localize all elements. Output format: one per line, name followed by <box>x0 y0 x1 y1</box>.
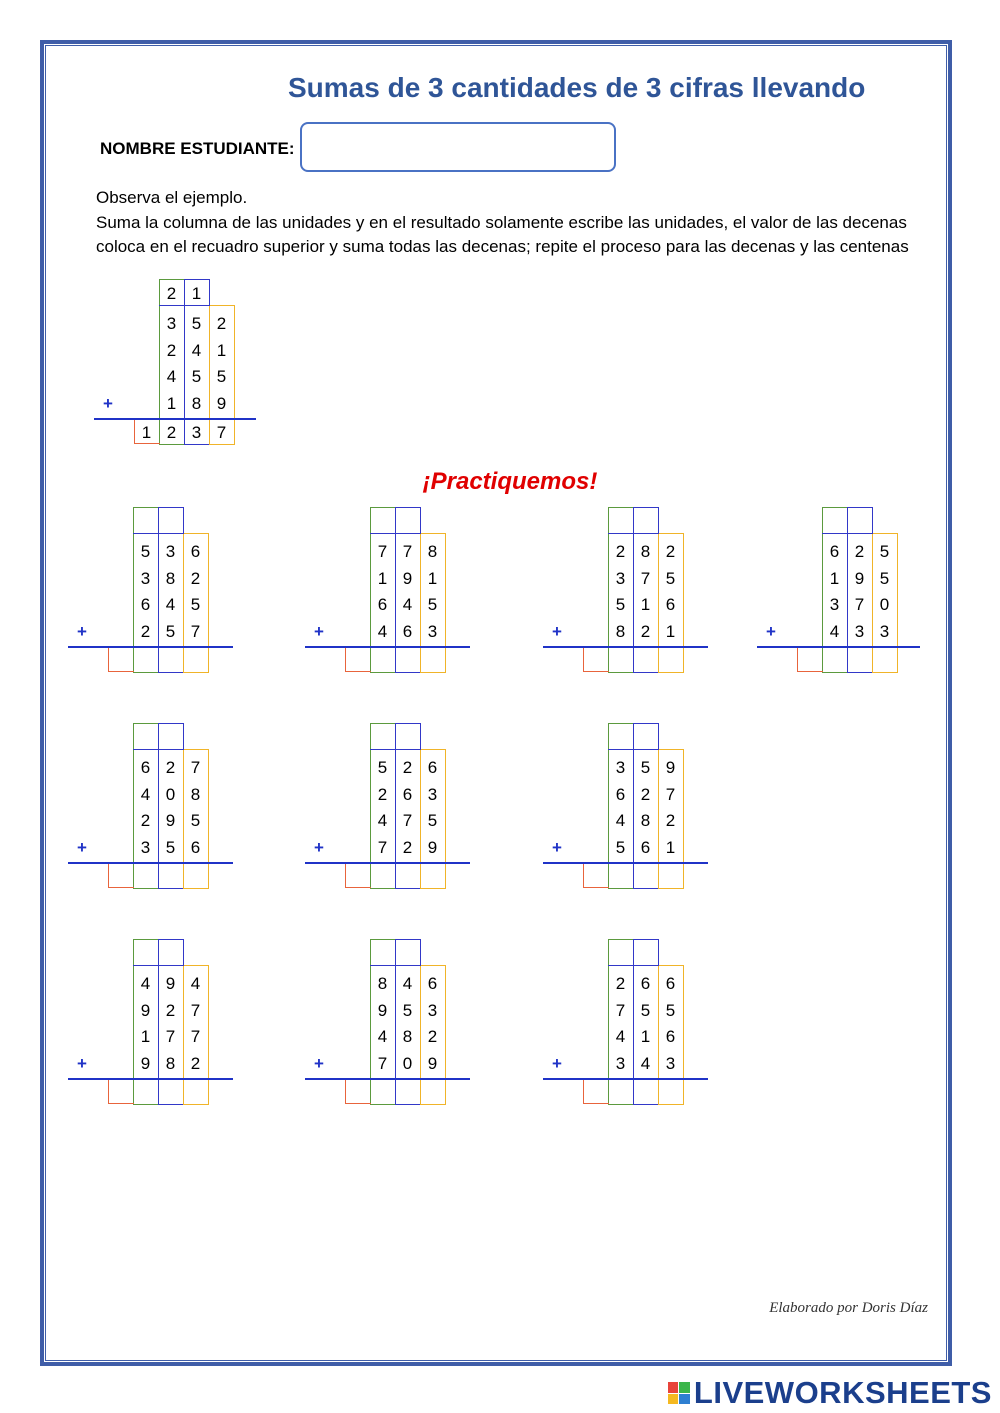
addend-digit: 8 <box>165 1053 176 1073</box>
addend-digit: 6 <box>190 837 201 857</box>
addend-digit: 1 <box>427 568 438 588</box>
addend-digit: 5 <box>640 758 651 777</box>
result-input[interactable] <box>610 1081 632 1103</box>
addend-digit: 2 <box>665 811 676 830</box>
instruction-line: Observa el ejemplo. <box>96 188 248 207</box>
carry-input[interactable] <box>159 725 183 750</box>
result-input[interactable] <box>635 865 657 887</box>
addend-digit: 4 <box>166 367 177 386</box>
addend-digit: 9 <box>427 837 438 857</box>
addend-digit: 5 <box>879 568 890 588</box>
liveworksheets-watermark <box>668 1375 992 1411</box>
addend-digit: 4 <box>377 1027 388 1046</box>
carry-input[interactable] <box>634 509 658 534</box>
addend-digit: 2 <box>665 542 676 561</box>
addend-digit: 6 <box>140 595 151 614</box>
addend-digit: 8 <box>640 542 651 561</box>
addend-digit: 2 <box>854 542 865 561</box>
addend-digit: 5 <box>140 542 151 561</box>
addend-digit: 9 <box>165 811 176 830</box>
result-input[interactable] <box>185 1081 207 1103</box>
addend-digit: 9 <box>140 1000 151 1020</box>
addend-digit: 8 <box>377 974 388 993</box>
sum-line <box>543 862 708 864</box>
result-input[interactable] <box>585 865 607 887</box>
addend-digit: 7 <box>854 595 865 614</box>
carry-input[interactable] <box>609 941 633 966</box>
result-input[interactable] <box>135 1081 157 1103</box>
addend-digit: 8 <box>190 784 201 804</box>
result-input[interactable] <box>160 865 182 887</box>
carry-input[interactable] <box>823 509 847 534</box>
addend-digit: 1 <box>665 621 676 641</box>
carry-input[interactable] <box>371 509 395 534</box>
addend-digit: 6 <box>377 595 388 614</box>
addend-digit: 6 <box>665 595 676 614</box>
carry-box-divider <box>133 749 184 750</box>
worksheet-title: Sumas de 3 cantidades de 3 cifras llevando <box>288 72 866 103</box>
addend-digit: 6 <box>665 1027 676 1046</box>
result-input[interactable] <box>110 649 132 671</box>
addend-digit: 1 <box>377 568 388 588</box>
result-input[interactable] <box>372 649 394 671</box>
addend-digit: 6 <box>190 542 201 561</box>
addend-digit: 1 <box>665 837 676 857</box>
sum-line <box>305 646 470 648</box>
carry-input[interactable] <box>159 509 183 534</box>
student-name-input[interactable] <box>300 122 616 172</box>
addend-digit: 3 <box>427 784 438 804</box>
addend-digit: 2 <box>402 758 413 777</box>
addend-digit: 1 <box>829 568 840 588</box>
liveworksheets-logo-icon <box>668 1382 690 1404</box>
addend-digit: 4 <box>402 595 413 614</box>
addend-digit: 5 <box>165 621 176 641</box>
addend-digit: 7 <box>665 784 676 804</box>
addend-digit: 7 <box>377 837 388 857</box>
carry-box-divider <box>370 965 421 966</box>
carry-box-divider <box>608 749 659 750</box>
result-digit: 7 <box>216 423 227 442</box>
plus-sign: + <box>552 1053 562 1073</box>
addend-digit: 7 <box>377 1053 388 1073</box>
addend-digit: 4 <box>377 621 388 641</box>
addend-digit: 6 <box>829 542 840 561</box>
addend-digit: 1 <box>640 1027 651 1046</box>
addend-digit: 2 <box>427 1027 438 1046</box>
addend-digit: 5 <box>190 595 201 614</box>
carry-input[interactable] <box>134 725 158 750</box>
result-input[interactable] <box>610 649 632 671</box>
result-input[interactable] <box>585 649 607 671</box>
plus-sign: + <box>77 837 87 857</box>
result-input[interactable] <box>824 649 846 671</box>
addend-digit: 8 <box>615 621 626 641</box>
result-input[interactable] <box>585 1081 607 1103</box>
addend-digit: 5 <box>640 1000 651 1020</box>
addend-digit: 5 <box>216 367 227 386</box>
carry-input[interactable] <box>848 509 872 534</box>
addend-digit: 0 <box>879 595 890 614</box>
addend-digit: 9 <box>377 1000 388 1020</box>
result-input[interactable] <box>185 865 207 887</box>
result-input[interactable] <box>347 1081 369 1103</box>
addend-digit: 7 <box>615 1000 626 1020</box>
carry-input[interactable] <box>634 941 658 966</box>
result-input[interactable] <box>372 1081 394 1103</box>
addend-digit: 6 <box>665 974 676 993</box>
addend-digit: 6 <box>640 837 651 857</box>
addend-digit: 7 <box>165 1027 176 1046</box>
carry-input[interactable] <box>609 725 633 750</box>
addend-digit: 5 <box>427 811 438 830</box>
addend-digit: 4 <box>165 595 176 614</box>
result-input[interactable] <box>422 649 444 671</box>
result-input[interactable] <box>422 1081 444 1103</box>
sum-line <box>68 1078 233 1080</box>
addend-digit: 5 <box>165 837 176 857</box>
result-input[interactable] <box>660 649 682 671</box>
addend-digit: 4 <box>615 811 626 830</box>
carry-box-divider <box>133 965 184 966</box>
addend-digit: 2 <box>190 568 201 588</box>
plus-sign: + <box>552 621 562 641</box>
addend-digit: 5 <box>190 811 201 830</box>
addend-digit: 7 <box>402 811 413 830</box>
addend-digit: 5 <box>665 568 676 588</box>
addend-digit: 7 <box>190 1027 201 1046</box>
addend-digit: 5 <box>615 837 626 857</box>
carry-input[interactable] <box>634 725 658 750</box>
carry-input[interactable] <box>396 941 420 966</box>
sum-line <box>68 646 233 648</box>
addend-digit: 3 <box>879 621 890 641</box>
addend-digit: 3 <box>615 1053 626 1073</box>
carry-box-divider <box>370 533 421 534</box>
result-input[interactable] <box>160 649 182 671</box>
result-input[interactable] <box>635 1081 657 1103</box>
result-input[interactable] <box>347 649 369 671</box>
addend-digit: 4 <box>377 811 388 830</box>
carry-input[interactable] <box>134 941 158 966</box>
student-name-label: NOMBRE ESTUDIANTE: <box>100 139 295 158</box>
addend-digit: 0 <box>402 1053 413 1073</box>
addend-digit: 6 <box>140 758 151 777</box>
addend-digit: 3 <box>427 1000 438 1020</box>
carry-box-divider <box>370 749 421 750</box>
carry-box-divider <box>133 533 184 534</box>
result-input[interactable] <box>397 1081 419 1103</box>
carry-input[interactable] <box>371 941 395 966</box>
result-input[interactable] <box>110 1081 132 1103</box>
addend-digit: 1 <box>216 340 227 360</box>
addend-digit: 1 <box>640 595 651 614</box>
result-input[interactable] <box>347 865 369 887</box>
addend-digit: 4 <box>140 784 151 804</box>
addend-digit: 9 <box>427 1053 438 1073</box>
author-credit: Elaborado por Doris Díaz <box>769 1300 928 1316</box>
result-input[interactable] <box>799 649 821 671</box>
addend-digit: 7 <box>190 1000 201 1020</box>
addend-digit: 9 <box>140 1053 151 1073</box>
addend-digit: 6 <box>427 974 438 993</box>
addend-digit: 3 <box>140 837 151 857</box>
plus-sign: + <box>766 621 776 641</box>
addend-digit: 2 <box>165 758 176 777</box>
addend-digit: 9 <box>165 974 176 993</box>
result-input[interactable] <box>635 649 657 671</box>
result-input[interactable] <box>660 865 682 887</box>
result-input[interactable] <box>397 865 419 887</box>
addend-digit: 2 <box>216 314 227 333</box>
watermark-text: LIVEWORKSHEETS <box>693 1375 992 1410</box>
result-input[interactable] <box>874 649 896 671</box>
addend-digit: 0 <box>165 784 176 804</box>
addend-digit: 3 <box>140 568 151 588</box>
addend-digit: 2 <box>615 542 626 561</box>
result-input[interactable] <box>372 865 394 887</box>
plus-sign: + <box>552 837 562 857</box>
result-digit: 1 <box>141 423 152 442</box>
addend-digit: 4 <box>829 621 840 641</box>
result-input[interactable] <box>185 649 207 671</box>
carry-input[interactable] <box>396 509 420 534</box>
addend-digit: 5 <box>402 1000 413 1020</box>
addend-digit: 2 <box>377 784 388 804</box>
sum-line <box>68 862 233 864</box>
addend-digit: 6 <box>615 784 626 804</box>
sum-line <box>305 1078 470 1080</box>
addend-digit: 5 <box>427 595 438 614</box>
addend-digit: 3 <box>427 621 438 641</box>
addend-digit: 4 <box>191 340 202 360</box>
addend-digit: 7 <box>402 542 413 561</box>
result-input[interactable] <box>160 1081 182 1103</box>
addend-digit: 5 <box>191 367 202 386</box>
addend-digit: 4 <box>402 974 413 993</box>
addend-digit: 2 <box>615 974 626 993</box>
carry-input[interactable] <box>134 509 158 534</box>
addend-digit: 6 <box>427 758 438 777</box>
addend-digit: 8 <box>640 811 651 830</box>
addend-digit: 7 <box>190 758 201 777</box>
addend-digit: 9 <box>216 393 227 413</box>
plus-sign: + <box>314 621 324 641</box>
plus-sign: + <box>77 1053 87 1073</box>
result-digit: 2 <box>166 423 177 442</box>
carry-input[interactable] <box>396 725 420 750</box>
carry-input[interactable] <box>609 509 633 534</box>
addend-digit: 8 <box>191 393 202 413</box>
sum-line <box>543 646 708 648</box>
carry-box-divider <box>822 533 873 534</box>
addend-digit: 2 <box>640 621 651 641</box>
carry-digit: 2 <box>166 283 177 303</box>
addend-digit: 4 <box>640 1053 651 1073</box>
addend-digit: 4 <box>140 974 151 993</box>
addend-digit: 8 <box>402 1027 413 1046</box>
addend-digit: 6 <box>402 784 413 804</box>
result-input[interactable] <box>135 865 157 887</box>
addend-digit: 3 <box>615 568 626 588</box>
result-digit: 3 <box>191 423 202 442</box>
addend-digit: 6 <box>402 621 413 641</box>
addend-digit: 5 <box>191 314 202 333</box>
addend-digit: 2 <box>140 811 151 830</box>
addend-digit: 5 <box>377 758 388 777</box>
addend-digit: 9 <box>854 568 865 588</box>
carry-digit: 1 <box>191 283 202 303</box>
addend-digit: 8 <box>165 568 176 588</box>
plus-sign: + <box>103 393 113 413</box>
result-input[interactable] <box>849 649 871 671</box>
addend-digit: 3 <box>615 758 626 777</box>
addend-digit: 2 <box>640 784 651 804</box>
plus-sign: + <box>77 621 87 641</box>
addend-digit: 3 <box>166 314 177 333</box>
addend-digit: 1 <box>140 1027 151 1046</box>
result-input[interactable] <box>422 865 444 887</box>
addend-digit: 6 <box>640 974 651 993</box>
practice-title: ¡Practiquemos! <box>422 468 598 495</box>
addend-digit: 9 <box>665 758 676 777</box>
plus-sign: + <box>314 1053 324 1073</box>
addend-digit: 5 <box>615 595 626 614</box>
plus-sign: + <box>314 837 324 857</box>
addend-digit: 5 <box>665 1000 676 1020</box>
addend-digit: 2 <box>165 1000 176 1020</box>
addend-digit: 7 <box>640 568 651 588</box>
sum-line <box>543 1078 708 1080</box>
instruction-line: Suma la columna de las unidades y en el resultado solamente escribe las unidades, el valor de las decenas coloca en el recuadro superior y suma todas las decenas; repite el proceso para las decenas y las centenas <box>96 212 909 256</box>
addend-digit: 8 <box>427 542 438 561</box>
addend-digit: 9 <box>402 568 413 588</box>
addend-digit: 2 <box>166 340 177 360</box>
addend-digit: 3 <box>854 621 865 641</box>
addend-digit: 2 <box>190 1053 201 1073</box>
addend-digit: 5 <box>879 542 890 561</box>
sum-line <box>305 862 470 864</box>
carry-input[interactable] <box>159 941 183 966</box>
addend-digit: 1 <box>166 393 177 413</box>
result-input[interactable] <box>397 649 419 671</box>
result-input[interactable] <box>610 865 632 887</box>
addend-digit: 7 <box>377 542 388 561</box>
addend-digit: 2 <box>140 621 151 641</box>
addend-digit: 7 <box>190 621 201 641</box>
carry-box-divider <box>608 533 659 534</box>
instructions <box>96 186 926 260</box>
addend-digit: 4 <box>615 1027 626 1046</box>
carry-input[interactable] <box>371 725 395 750</box>
addend-digit: 2 <box>402 837 413 857</box>
result-input[interactable] <box>135 649 157 671</box>
result-input[interactable] <box>110 865 132 887</box>
carry-box-divider <box>608 965 659 966</box>
addend-digit: 3 <box>165 542 176 561</box>
addend-digit: 4 <box>190 974 201 993</box>
sum-line <box>757 646 920 648</box>
result-input[interactable] <box>660 1081 682 1103</box>
addend-digit: 3 <box>665 1053 676 1073</box>
addend-digit: 3 <box>829 595 840 614</box>
